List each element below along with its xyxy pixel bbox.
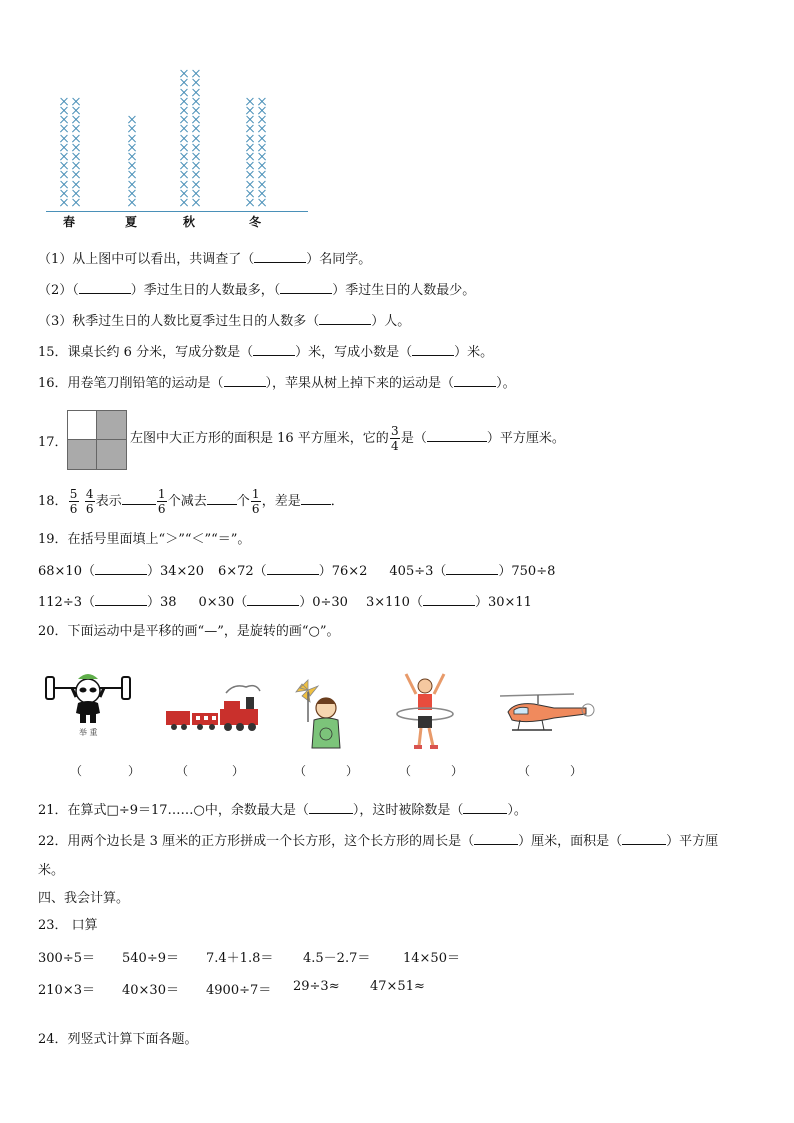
q16-a: 16．用卷笔刀削铅笔的运动是（: [38, 376, 224, 391]
answer-blank[interactable]: [309, 801, 353, 814]
pictograph-mark: [179, 134, 189, 144]
pictograph-mark: [191, 69, 201, 79]
pictograph-mark: [71, 170, 81, 180]
square-divider-v: [96, 411, 97, 469]
cmp-right: ）38: [146, 595, 177, 610]
answer-blank[interactable]: [454, 374, 496, 387]
pictograph-chart: [40, 80, 310, 230]
paren-left: （: [176, 764, 189, 778]
mental-calc-item: 7.4＋1.8＝: [206, 951, 274, 966]
pictograph-mark: [59, 143, 69, 153]
answer-blank[interactable]: [319, 312, 371, 325]
pictograph-mark: [191, 97, 201, 107]
q14-line3: [38, 312, 410, 331]
paren-right: ）: [451, 764, 464, 778]
paren-right: ）: [346, 764, 359, 778]
pictograph-mark: [191, 143, 201, 153]
pictograph-mark: [179, 69, 189, 79]
pictograph-mark: [257, 124, 267, 134]
pictograph-mark: [179, 170, 189, 180]
answer-blank[interactable]: [253, 343, 295, 356]
q18-d: ，差是: [261, 494, 301, 509]
q19-title: 19．在括号里面填上“＞”“＜”“＝”。: [38, 532, 251, 547]
q14-s2a: （2）（: [38, 283, 79, 298]
pictograph-mark: [127, 115, 137, 125]
answer-blank[interactable]: [224, 374, 266, 387]
square-shaded-quarter-br: [97, 440, 126, 469]
answer-slot[interactable]: [80, 762, 128, 776]
pictograph-mark: [245, 161, 255, 171]
answer-blank[interactable]: [95, 562, 147, 575]
pictograph-mark: [127, 143, 137, 153]
q16-c: ）。: [496, 376, 516, 391]
fraction-three-quarters: [390, 424, 400, 453]
pictograph-mark: [71, 198, 81, 208]
q14-s2b: ）季过生日的人数最多，（: [130, 283, 281, 298]
answer-blank[interactable]: [463, 801, 507, 814]
pictograph-mark: [257, 97, 267, 107]
pictograph-mark: [191, 88, 201, 98]
tick-label: 秋: [183, 215, 196, 229]
frac-num: 5: [69, 487, 78, 501]
pictograph-mark: [257, 134, 267, 144]
frac-num: 1: [157, 487, 166, 501]
mental-calc-item: 29÷3≈: [293, 979, 340, 994]
q17-b: 是（: [400, 431, 427, 446]
answer-blank[interactable]: [301, 492, 331, 505]
pictograph-mark: [71, 143, 81, 153]
pictograph-mark: [71, 152, 81, 162]
pictograph-mark: [191, 180, 201, 190]
q14-s1b: ）名同学。: [306, 252, 372, 267]
pictograph-mark: [59, 198, 69, 208]
pictograph-mark: [179, 143, 189, 153]
pictograph-mark: [245, 134, 255, 144]
answer-slot[interactable]: [409, 762, 451, 776]
cmp-left: 6×72（: [217, 564, 267, 579]
q18-b: 个减去: [167, 494, 207, 509]
q19-row1: [38, 562, 555, 581]
answer-blank[interactable]: [79, 281, 131, 294]
pictograph-mark: [191, 152, 201, 162]
answer-blank[interactable]: [427, 429, 487, 442]
answer-blank[interactable]: [207, 492, 237, 505]
frac-num: 4: [85, 487, 94, 501]
picture-caption: 举 重: [79, 728, 98, 737]
q21-a: 21．在算式□÷9＝17……○中，余数最大是（: [38, 803, 309, 818]
pictograph-mark: [191, 124, 201, 134]
pictograph-mark: [191, 189, 201, 199]
pictograph-mark: [179, 88, 189, 98]
pictograph-mark: [257, 152, 267, 162]
pictograph-mark: [59, 180, 69, 190]
pictograph-mark: [59, 152, 69, 162]
cmp-left: 0×30（: [198, 595, 248, 610]
q21-b: ），这时被除数是（: [352, 803, 464, 818]
pictograph-mark: [59, 115, 69, 125]
pictograph-mark: [257, 115, 267, 125]
pictograph-mark: [245, 106, 255, 116]
pictograph-mark: [179, 97, 189, 107]
answer-blank[interactable]: [423, 593, 475, 606]
pictograph-mark: [179, 106, 189, 116]
pictograph-mark: [71, 115, 81, 125]
pictograph-mark: [59, 189, 69, 199]
section-heading: 四、我会计算。: [38, 891, 130, 906]
pictograph-mark: [179, 189, 189, 199]
pictograph-mark: [71, 161, 81, 171]
paren-left: （: [518, 764, 531, 778]
paren-right: ）: [232, 764, 245, 778]
frac-den: 4: [390, 439, 399, 453]
pictograph-mark: [127, 180, 137, 190]
pictograph-mark: [245, 170, 255, 180]
q14-line1: [38, 250, 371, 269]
answer-blank[interactable]: [254, 250, 306, 263]
q17-text: [130, 424, 565, 454]
paren-right: ）: [570, 764, 583, 778]
pictograph-mark: [257, 198, 267, 208]
pictograph-mark: [179, 152, 189, 162]
answer-blank[interactable]: [622, 832, 666, 845]
pinwheel-child-picture: [288, 676, 348, 756]
hula-hoop-girl-picture: [390, 668, 460, 752]
frac-den: 6: [251, 502, 260, 516]
mental-calc-item: 540÷9＝: [122, 951, 179, 966]
mental-calc-item: 14×50＝: [403, 951, 460, 966]
fraction-4-6: [85, 487, 95, 516]
tick-label: 冬: [249, 215, 262, 229]
pictograph-mark: [127, 124, 137, 134]
pictograph-mark: [245, 97, 255, 107]
question-18: [38, 487, 344, 517]
tick-label: 春: [63, 215, 76, 229]
answer-blank[interactable]: [412, 343, 454, 356]
answer-blank[interactable]: [280, 281, 332, 294]
q17-number: 17．: [38, 435, 68, 450]
chart-baseline: [46, 211, 308, 212]
q14-line2: [38, 281, 475, 300]
paren-left: （: [294, 764, 307, 778]
pictograph-mark: [245, 152, 255, 162]
paren-left: （: [70, 764, 83, 778]
q18-e: ．: [330, 494, 344, 509]
fraction-1-6: [251, 487, 261, 516]
pictograph-mark: [245, 180, 255, 190]
pictograph-mark: [59, 161, 69, 171]
q21-c: ）。: [507, 803, 527, 818]
pictograph-mark: [179, 161, 189, 171]
cmp-right: ）76×2: [318, 564, 368, 579]
pictograph-mark: [245, 198, 255, 208]
pictograph-mark: [191, 170, 201, 180]
q14-s2c: ）季过生日的人数最少。: [332, 283, 476, 298]
cmp-left: 68×10（: [38, 564, 95, 579]
mental-calc-item: 210×3＝: [38, 983, 95, 998]
frac-den: 6: [69, 502, 78, 516]
q22-c: ）平方厘: [666, 834, 719, 849]
question-22-line2: 米。: [38, 863, 65, 878]
pictograph-mark: [191, 161, 201, 171]
q22-b: ）厘米，面积是（: [518, 834, 623, 849]
tick-label: 夏: [125, 215, 138, 229]
question-16: [38, 374, 516, 393]
answer-blank[interactable]: [474, 832, 518, 845]
pictograph-mark: [71, 106, 81, 116]
pictograph-mark: [179, 78, 189, 88]
q22-a: 22．用两个边长是 3 厘米的正方形拼成一个长方形，这个长方形的周长是（: [38, 834, 475, 849]
question-15: [38, 343, 493, 362]
q18-a: 表示: [95, 494, 122, 509]
fraction-1-6: [157, 487, 167, 516]
answer-blank[interactable]: [95, 593, 147, 606]
cmp-left: 3×110（: [365, 595, 423, 610]
pictograph-mark: [127, 161, 137, 171]
answer-slot[interactable]: [304, 762, 346, 776]
q14-s3b: ）人。: [371, 314, 411, 329]
mental-calc-item: 40×30＝: [122, 983, 179, 998]
helicopter-picture: [494, 690, 598, 740]
frac-num: 3: [390, 424, 399, 438]
pictograph-mark: [245, 115, 255, 125]
pictograph-mark: [71, 180, 81, 190]
fraction-5-6: [69, 487, 79, 516]
pictograph-mark: [59, 97, 69, 107]
pictograph-mark: [257, 189, 267, 199]
pictograph-mark: [71, 97, 81, 107]
pictograph-mark: [59, 124, 69, 134]
pictograph-mark: [179, 115, 189, 125]
question-22-line1: [38, 832, 718, 851]
answer-blank[interactable]: [122, 492, 156, 505]
square-white-quarter: [68, 411, 97, 440]
q18-number: 18．: [38, 494, 68, 509]
square-figure: [67, 410, 127, 470]
pictograph-mark: [127, 134, 137, 144]
mental-calc-item: 47×51≈: [370, 979, 425, 994]
pictograph-mark: [71, 189, 81, 199]
answer-slot[interactable]: [186, 762, 232, 776]
answer-slot[interactable]: [528, 762, 570, 776]
pictograph-mark: [127, 189, 137, 199]
pictograph-mark: [191, 198, 201, 208]
answer-blank[interactable]: [446, 562, 498, 575]
pictograph-mark: [127, 198, 137, 208]
pictograph-mark: [127, 152, 137, 162]
pictograph-mark: [179, 198, 189, 208]
pictograph-mark: [257, 170, 267, 180]
q24-title: 24．列竖式计算下面各题。: [38, 1032, 198, 1047]
answer-blank[interactable]: [247, 593, 299, 606]
cmp-right: ）30×11: [474, 595, 532, 610]
pictograph-mark: [191, 115, 201, 125]
pictograph-mark: [179, 180, 189, 190]
pictograph-mark: [245, 124, 255, 134]
q15-b: ）米，写成小数是（: [295, 345, 413, 360]
pictograph-mark: [191, 106, 201, 116]
mental-calc-item: 300÷5＝: [38, 951, 95, 966]
square-divider-h: [68, 439, 126, 440]
cmp-right: ）750÷8: [498, 564, 556, 579]
pictograph-mark: [257, 161, 267, 171]
cmp-right: ）0÷30: [299, 595, 348, 610]
pictograph-mark: [59, 134, 69, 144]
q16-b: ），苹果从树上掉下来的运动是（: [265, 376, 455, 391]
q17-c: ）平方厘米。: [486, 431, 565, 446]
pictograph-mark: [59, 170, 69, 180]
pictograph-mark: [179, 124, 189, 134]
pictograph-mark: [71, 124, 81, 134]
pictograph-mark: [127, 170, 137, 180]
square-shaded-quarter-bl: [68, 440, 97, 469]
pictograph-mark: [59, 106, 69, 116]
q18-c: 个: [236, 494, 250, 509]
square-shaded-quarter-tr: [97, 411, 126, 440]
train-picture: [164, 683, 268, 735]
q15-c: ）米。: [454, 345, 494, 360]
frac-den: 6: [85, 502, 94, 516]
frac-num: 1: [251, 487, 260, 501]
paren-right: ）: [128, 764, 141, 778]
cmp-right: ）34×20: [146, 564, 204, 579]
mental-calc-item: 4900÷7＝: [206, 983, 272, 998]
pictograph-mark: [257, 106, 267, 116]
question-21: [38, 801, 527, 820]
pictograph-mark: [191, 134, 201, 144]
pictograph-mark: [245, 143, 255, 153]
q14-s3a: （3）秋季过生日的人数比夏季过生日的人数多（: [38, 314, 320, 329]
paren-left: （: [399, 764, 412, 778]
q17-a: 左图中大正方形的面积是 16 平方厘米，它的: [130, 431, 389, 446]
q19-row2: [38, 593, 532, 612]
cmp-left: 405÷3（: [389, 564, 447, 579]
pictograph-mark: [257, 180, 267, 190]
pictograph-mark: [257, 143, 267, 153]
pictograph-mark: [191, 78, 201, 88]
pictograph-mark: [245, 189, 255, 199]
mental-calc-item: 4.5－2.7＝: [303, 951, 371, 966]
q23-title: 23． 口算: [38, 918, 98, 933]
frac-den: 6: [157, 502, 166, 516]
q15-a: 15．课桌长约 6 分米，写成分数是（: [38, 345, 254, 360]
q20-title: 20．下面运动中是平移的画“—”，是旋转的画“○”。: [38, 624, 340, 639]
cmp-left: 112÷3（: [38, 595, 95, 610]
answer-blank[interactable]: [267, 562, 319, 575]
q14-s1: （1）从上图中可以看出，共调查了（: [38, 252, 255, 267]
pictograph-mark: [71, 134, 81, 144]
